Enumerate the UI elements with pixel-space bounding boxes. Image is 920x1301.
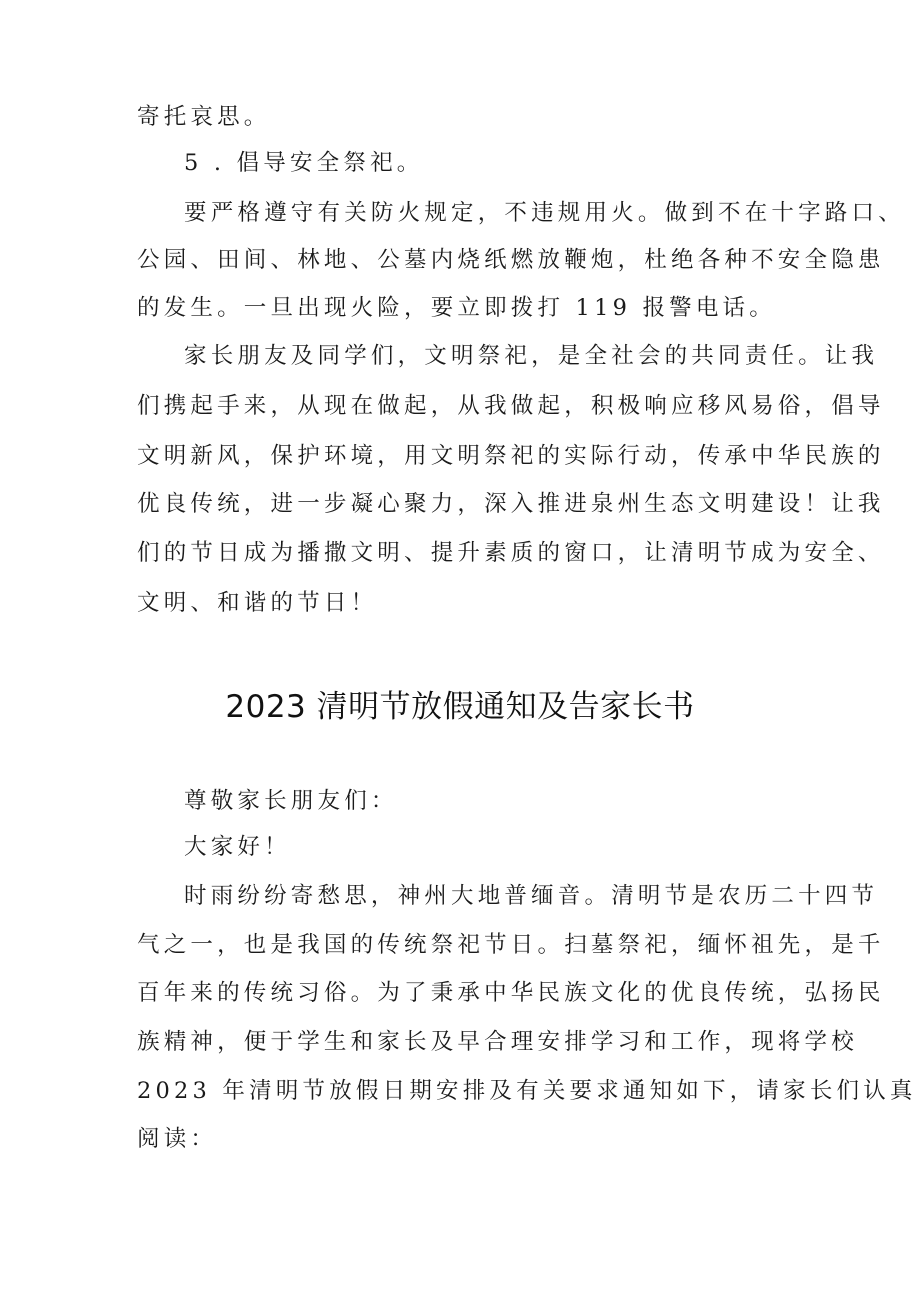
- paragraph-line: 阅读：: [137, 1126, 218, 1152]
- paragraph-line: 族精神，便于学生和家长及早合理安排学习和工作，现将学校: [137, 1029, 858, 1055]
- paragraph-line: 公园、田间、林地、公墓内烧纸燃放鞭炮，杜绝各种不安全隐患: [137, 247, 885, 273]
- list-item-heading: 5 . 倡导安全祭祀。: [184, 150, 424, 176]
- paragraph-line: 气之一，也是我国的传统祭祀节日。扫墓祭祀，缅怀祖先，是千: [137, 932, 885, 958]
- paragraph-line: 文明新风，保护环境，用文明祭祀的实际行动，传承中华民族的: [137, 443, 885, 469]
- paragraph-line: 优良传统，进一步凝心聚力，深入推进泉州生态文明建设！让我: [137, 491, 885, 517]
- paragraph-line: 的发生。一旦出现火险，要立即拨打 119 报警电话。: [137, 295, 776, 321]
- paragraph-line: 们的节日成为播撒文明、提升素质的窗口，让清明节成为安全、: [137, 540, 885, 566]
- greeting: 大家好！: [184, 834, 291, 860]
- paragraph-line: 2023 年清明节放假日期安排及有关要求通知如下，请家长们认真: [137, 1078, 917, 1104]
- paragraph-line: 时雨纷纷寄愁思，神州大地普缅音。清明节是农历二十四节: [184, 883, 879, 909]
- paragraph-line: 们携起手来，从现在做起，从我做起，积极响应移风易俗，倡导: [137, 393, 885, 419]
- paragraph-line: 要严格遵守有关防火规定，不违规用火。做到不在十字路口、: [184, 200, 905, 226]
- paragraph-line: 寄托哀思。: [137, 104, 271, 130]
- paragraph-line: 百年来的传统习俗。为了秉承中华民族文化的优良传统，弘扬民: [137, 980, 885, 1006]
- paragraph-line: 文明、和谐的节日！: [137, 590, 378, 616]
- salutation: 尊敬家长朋友们：: [184, 788, 398, 814]
- document-title: 2023 清明节放假通知及告家长书: [225, 689, 695, 725]
- paragraph-line: 家长朋友及同学们，文明祭祀，是全社会的共同责任。让我: [184, 343, 879, 369]
